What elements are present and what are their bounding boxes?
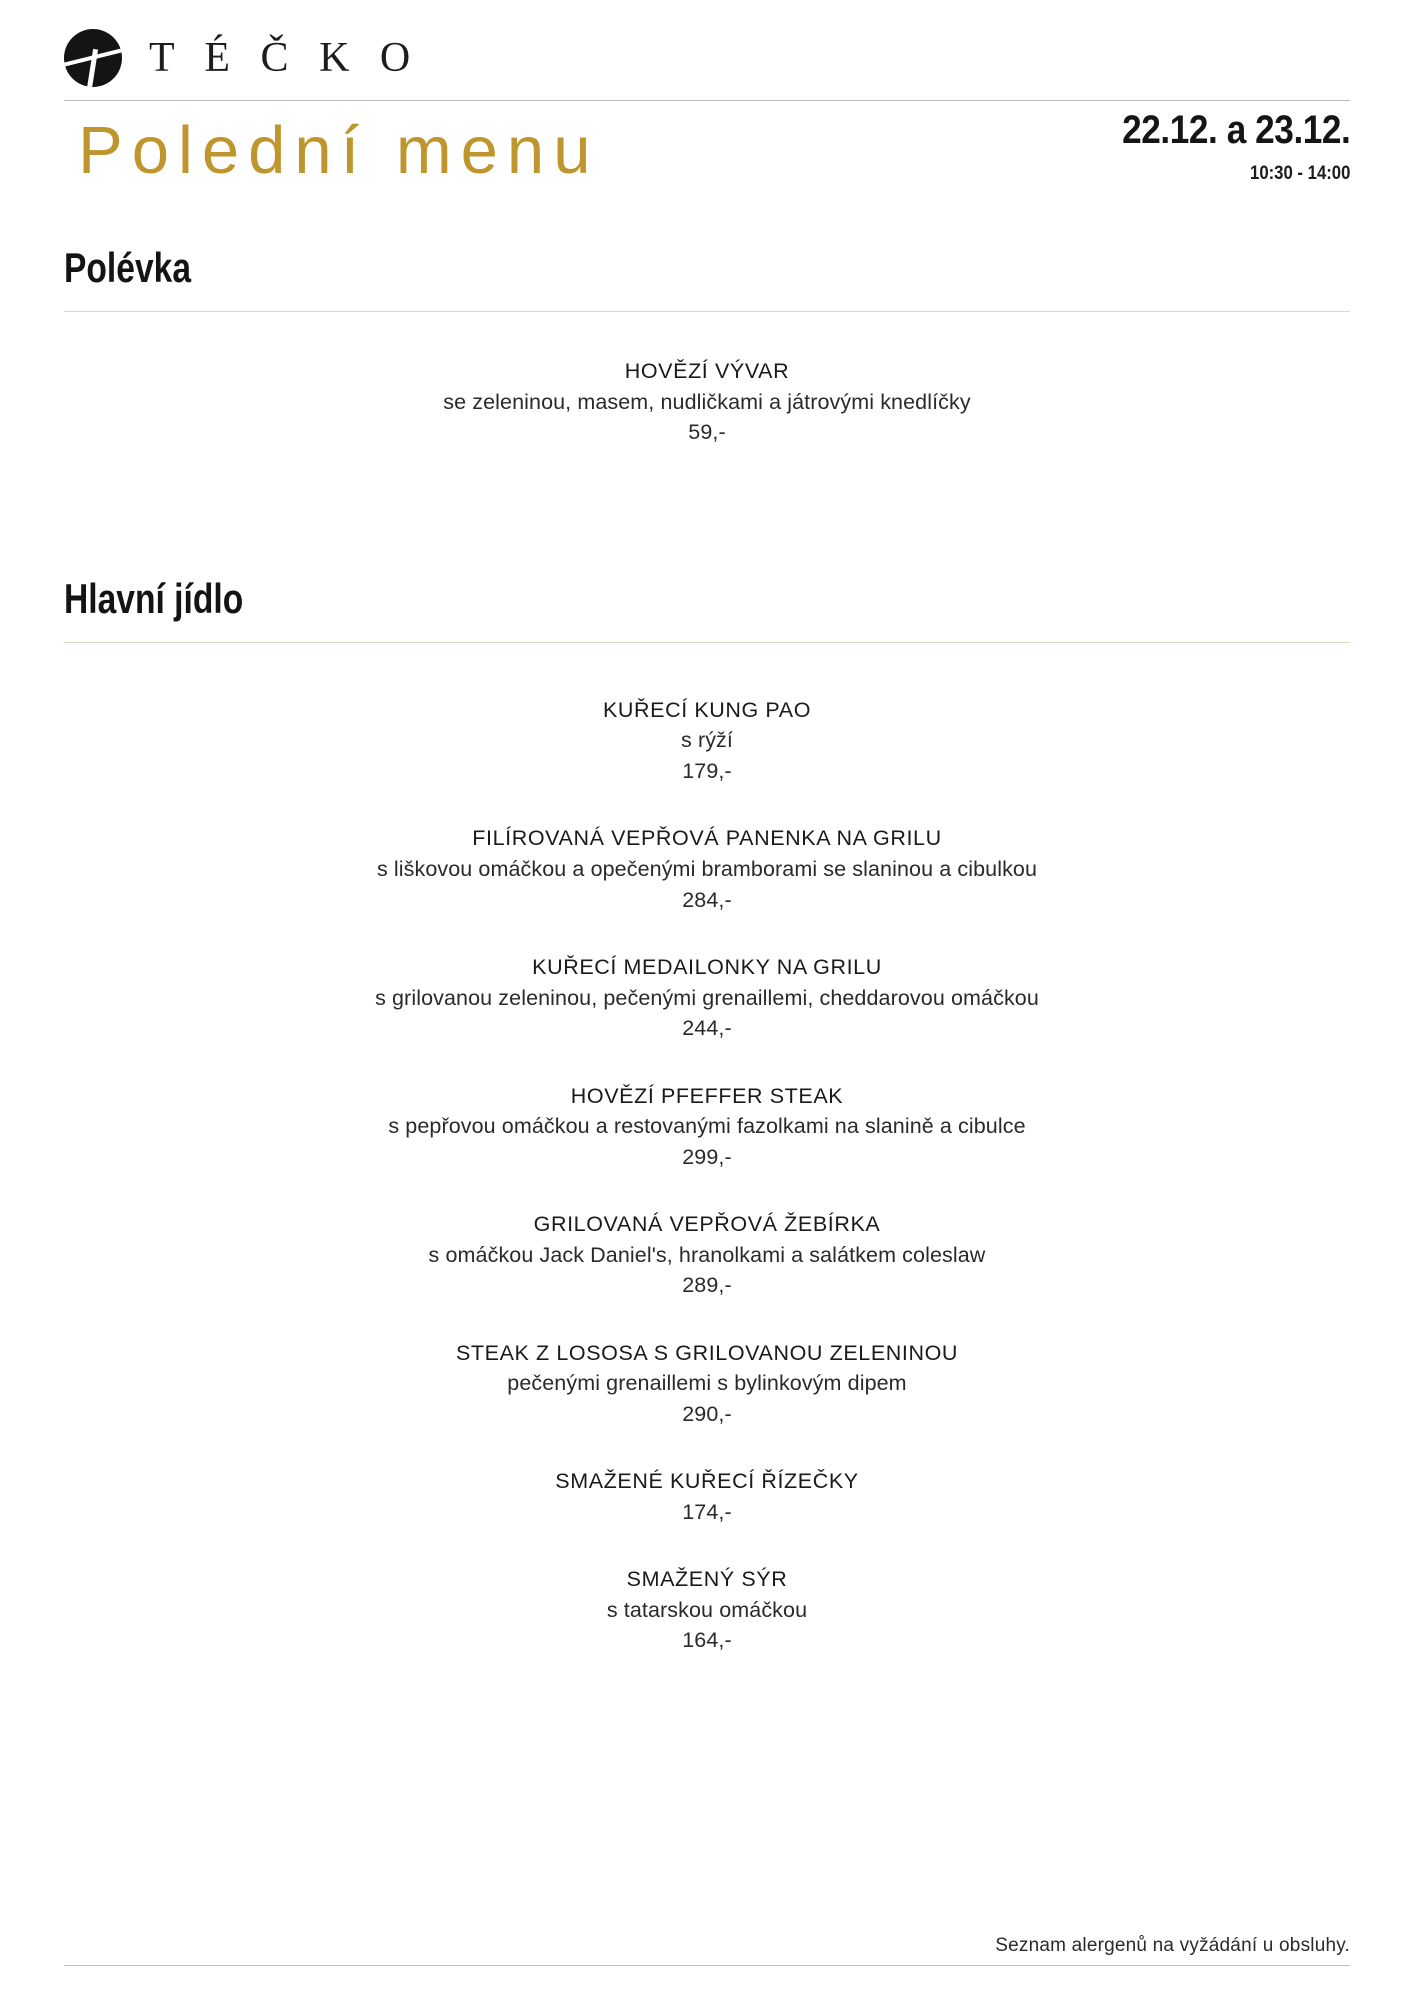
dish-description: pečenými grenaillemi s bylinkovým dipem xyxy=(507,1371,907,1396)
list-item xyxy=(64,952,1350,1044)
dish-price: 59,- xyxy=(688,420,726,445)
section-heading: Hlavní jídlo xyxy=(64,574,244,622)
date-block xyxy=(1091,109,1350,185)
dish-name: KUŘECÍ MEDAILONKY NA GRILU xyxy=(532,955,882,980)
allergen-note: Seznam alergenů na vyžádání u obsluhy. xyxy=(995,1935,1350,1956)
dish-price: 174,- xyxy=(682,1499,732,1524)
logo-stem xyxy=(87,49,98,87)
dish-price: 244,- xyxy=(682,1016,732,1041)
dish-name: KUŘECÍ KUNG PAO xyxy=(602,697,812,722)
dish-name: HOVĚZÍ PFEFFER STEAK xyxy=(570,1083,844,1108)
dish-name: GRILOVANÁ VEPŘOVÁ ŽEBÍRKA xyxy=(533,1212,881,1237)
dish-name: STEAK Z LOSOSA S GRILOVANOU ZELENINOU xyxy=(455,1340,959,1365)
list-item xyxy=(64,1466,1350,1527)
list-item xyxy=(64,823,1350,915)
footer-divider xyxy=(64,1965,1350,1966)
dish-description: se zeleninou, masem, nudličkami a játrovými knedlíčky xyxy=(443,389,971,414)
list-item xyxy=(64,695,1350,787)
dish-description: s pepřovou omáčkou a restovanými fazolkami na slanině a cibulce xyxy=(388,1114,1026,1139)
section-body xyxy=(64,695,1350,1656)
page-title: Polední menu xyxy=(78,113,600,188)
section-polevka xyxy=(64,245,1350,448)
dish-description: s liškovou omáčkou a opečenými bramborami se slaninou a cibulkou xyxy=(376,856,1038,881)
brand-row xyxy=(64,0,1350,94)
dish-price: 290,- xyxy=(682,1401,732,1426)
dish-price: 179,- xyxy=(682,758,732,783)
section-body xyxy=(64,356,1350,448)
dish-price: 164,- xyxy=(682,1628,732,1653)
dish-name: FILÍROVANÁ VEPŘOVÁ PANENKA NA GRILU xyxy=(472,826,942,851)
dish-price: 299,- xyxy=(682,1144,732,1169)
dish-price: 284,- xyxy=(682,887,732,912)
menu-date: 22.12. a 23.12. xyxy=(1121,108,1350,152)
section-hlavni-jidlo xyxy=(64,576,1350,1656)
dish-description: s grilovanou zeleninou, pečenými grenaillemi, cheddarovou omáčkou xyxy=(375,985,1039,1010)
section-divider xyxy=(64,311,1350,312)
list-item xyxy=(64,1209,1350,1301)
dish-price: 289,- xyxy=(682,1273,732,1298)
list-item xyxy=(64,356,1350,448)
list-item xyxy=(64,1338,1350,1430)
dish-name: HOVĚZÍ VÝVAR xyxy=(624,359,790,384)
brand-name: T É Č K O xyxy=(149,35,421,81)
list-item xyxy=(64,1081,1350,1173)
section-heading: Polévka xyxy=(64,244,192,291)
list-item xyxy=(64,1564,1350,1656)
tecko-circle-logo-icon xyxy=(64,29,122,87)
dish-description: s omáčkou Jack Daniel's, hranolkami a salátkem coleslaw xyxy=(428,1242,986,1267)
footer xyxy=(64,1935,1350,1966)
dish-name: SMAŽENÉ KUŘECÍ ŘÍZEČKY xyxy=(555,1469,859,1494)
dish-name: SMAŽENÝ SÝR xyxy=(626,1567,788,1592)
section-divider xyxy=(64,642,1350,643)
dish-description: s tatarskou omáčkou xyxy=(606,1597,808,1622)
title-row xyxy=(64,101,1350,211)
dish-description: s rýží xyxy=(681,728,733,753)
menu-time: 10:30 - 14:00 xyxy=(1249,163,1350,184)
